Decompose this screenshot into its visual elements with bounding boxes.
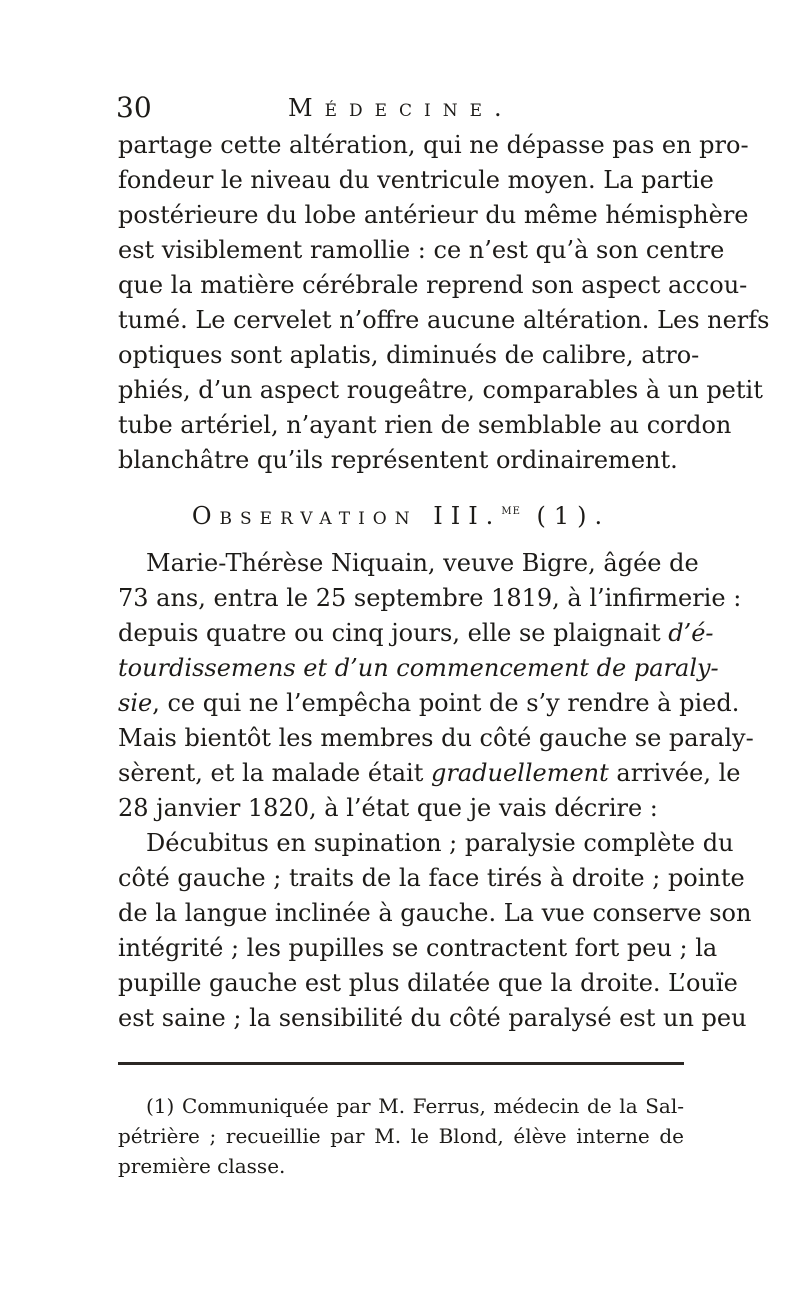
observation-heading bbox=[118, 492, 684, 534]
italic-fragment: d’é- bbox=[668, 619, 714, 647]
observation-superscript: me bbox=[501, 502, 521, 518]
footnote bbox=[118, 1091, 684, 1181]
running-head bbox=[118, 88, 684, 128]
italic-fragment: graduellement bbox=[431, 759, 609, 787]
text-line: Décubitus en supination ; paralysie complète du bbox=[146, 829, 734, 857]
text-line: optiques sont aplatis, diminués de calibre, atro- bbox=[118, 341, 700, 369]
text-fragment: sèrent, et la malade était bbox=[118, 759, 431, 787]
text-line bbox=[118, 686, 740, 721]
observation-label: Observation III. bbox=[191, 502, 502, 530]
text-line: 73 ans, entra le 25 septembre 1819, à l’infirmerie : bbox=[118, 584, 742, 612]
text-line: postérieure du lobe antérieur du même hémisphère bbox=[118, 201, 749, 229]
running-title: Médecine. bbox=[288, 94, 514, 122]
text-line bbox=[118, 651, 719, 686]
text-line: pupille gauche est plus dilatée que la droite. L’ouïe bbox=[118, 969, 738, 997]
paragraph-autopsy-continuation bbox=[118, 128, 770, 478]
footnote-line: (1) Communiquée par M. Ferrus, médecin de la Sal- bbox=[146, 1094, 684, 1118]
text-fragment: , ce qui ne l’empêcha point de s’y rendre à pied. bbox=[152, 689, 740, 717]
text-line: partage cette altération, qui ne dépasse pas en pro- bbox=[118, 131, 749, 159]
footnote-line: première classe. bbox=[118, 1154, 286, 1178]
text-line: Mais bientôt les membres du côté gauche se paraly- bbox=[118, 724, 754, 752]
italic-fragment: sie bbox=[118, 689, 153, 717]
text-line: tumé. Le cervelet n’offre aucune altération. Les nerfs bbox=[118, 306, 770, 334]
text-fragment: depuis quatre ou cinq jours, elle se plaignait bbox=[118, 619, 669, 647]
text-line bbox=[118, 756, 741, 791]
text-line: Marie-Thérèse Niquain, veuve Bigre, âgée de bbox=[146, 549, 699, 577]
text-line: blanchâtre qu’ils représentent ordinairement. bbox=[118, 446, 678, 474]
text-line: phiés, d’un aspect rougeâtre, comparables à un petit bbox=[118, 376, 763, 404]
text-line: que la matière cérébrale reprend son aspect accou- bbox=[118, 271, 748, 299]
text-line: intégrité ; les pupilles se contractent fort peu ; la bbox=[118, 934, 718, 962]
book-page bbox=[116, 88, 770, 1181]
paragraph-patient-history bbox=[118, 546, 754, 826]
footnote-line: pétrière ; recueillie par M. le Blond, élève interne de bbox=[118, 1124, 684, 1148]
text-line: côté gauche ; traits de la face tirés à droite ; pointe bbox=[118, 864, 745, 892]
text-line: tube artériel, n’ayant rien de semblable au cordon bbox=[118, 411, 732, 439]
paragraph-clinical-state bbox=[118, 826, 752, 1036]
italic-fragment: tourdissemens et d’un commencement de paraly- bbox=[118, 654, 719, 682]
text-line bbox=[118, 616, 714, 651]
footnote-divider bbox=[118, 1062, 684, 1065]
text-line: de la langue inclinée à gauche. La vue conserve son bbox=[118, 899, 752, 927]
text-fragment: arrivée, le bbox=[608, 759, 741, 787]
text-line: 28 janvier 1820, à l’état que je vais décrire : bbox=[118, 794, 658, 822]
text-line: est visiblement ramollie : ce n’est qu’à son centre bbox=[118, 236, 725, 264]
footnote-reference: (1). bbox=[536, 502, 611, 530]
text-line: est saine ; la sensibilité du côté paralysé est un peu bbox=[118, 1004, 747, 1032]
text-line: fondeur le niveau du ventricule moyen. La partie bbox=[118, 166, 714, 194]
page-number: 30 bbox=[116, 91, 152, 124]
